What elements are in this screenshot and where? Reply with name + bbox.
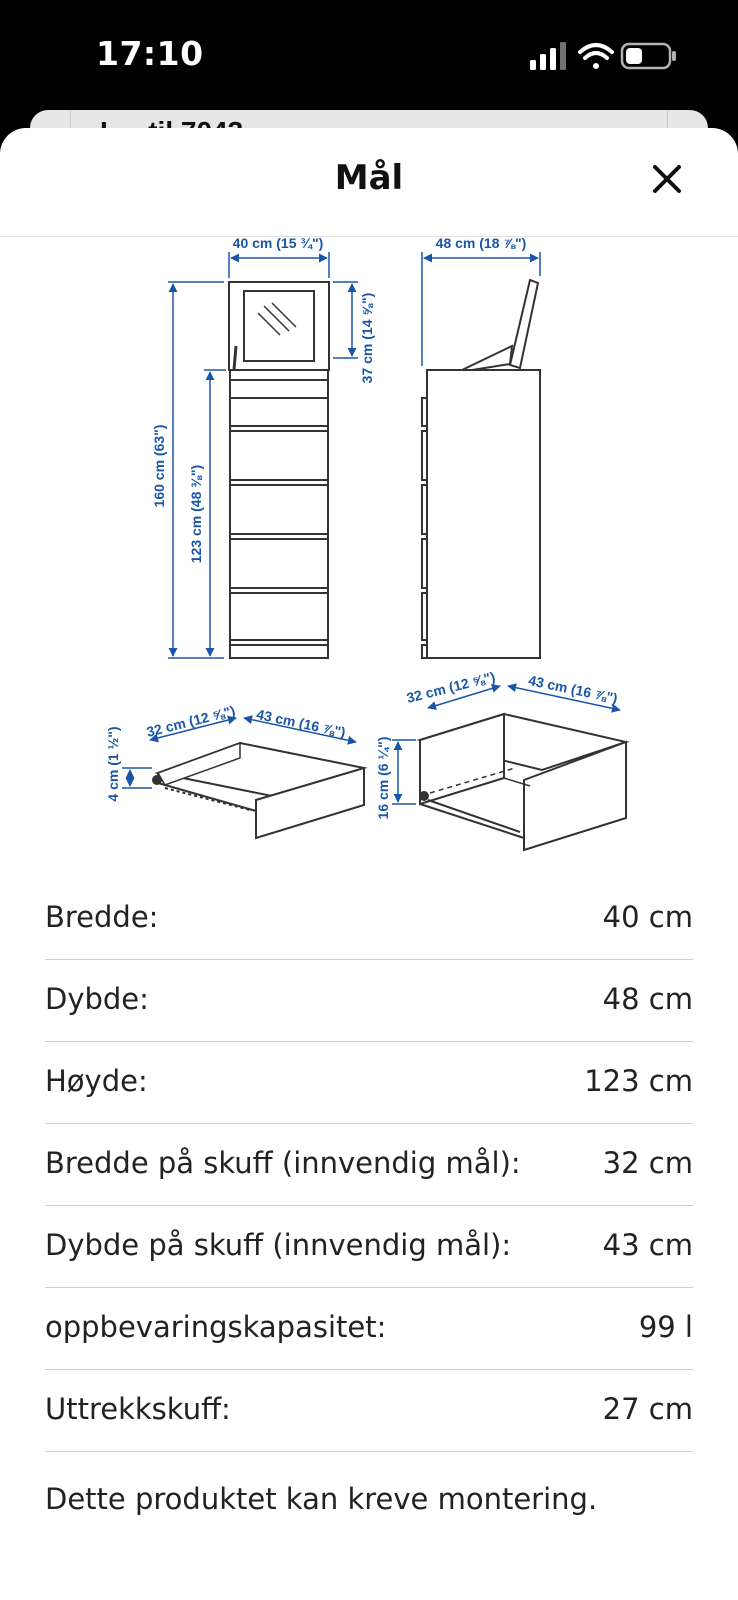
- battery-icon: [622, 44, 676, 68]
- row-label: Høyde:: [45, 1064, 148, 1098]
- large-drawer-depth-label: 43 cm (16 ⅞"): [527, 671, 620, 707]
- cabinet-height-dimension: [204, 370, 226, 656]
- sheet-title: Mål: [334, 158, 404, 198]
- row-label: oppbevaringskapasitet:: [45, 1310, 387, 1344]
- front-width-label: 40 cm (15 ¾"): [232, 236, 324, 251]
- mirror-height-label: 37 cm (14 ⅝"): [359, 292, 375, 384]
- wifi-icon: [580, 45, 612, 69]
- sheet-header: [0, 128, 738, 237]
- small-drawer-depth-label: 43 cm (16 ⅞"): [255, 705, 348, 741]
- row-label: Dybde på skuff (innvendig mål):: [45, 1228, 512, 1262]
- dimension-row-drawer-width: [45, 1124, 693, 1206]
- row-label: Bredde:: [45, 900, 159, 934]
- small-drawer: [153, 743, 364, 838]
- dimension-row-depth: [45, 960, 693, 1042]
- front-view: [229, 282, 329, 658]
- assembly-note: Dette produktet kan kreve montering.: [45, 1482, 598, 1516]
- small-drawer-width-label: 32 cm (12 ⅝"): [144, 702, 237, 740]
- dimensions-sheet: [0, 128, 738, 1600]
- dimension-row-width: [45, 878, 693, 960]
- large-drawer-width-label: 32 cm (12 ⅝"): [404, 668, 497, 706]
- status-icons: [530, 40, 680, 72]
- status-bar: [0, 0, 738, 110]
- row-value: 40 cm: [602, 900, 693, 934]
- dimension-row-drawer-depth: [45, 1206, 693, 1288]
- cabinet-height-label: 123 cm (48 ⅜"): [188, 464, 204, 564]
- small-drawer-height-label: 4 cm (1 ½"): [105, 726, 121, 802]
- row-value: 99 l: [638, 1310, 693, 1344]
- row-label: Dybde:: [45, 982, 149, 1016]
- row-label: Uttrekkskuff:: [45, 1392, 231, 1426]
- close-icon: [655, 167, 679, 191]
- dimension-row-drawer-extension: [45, 1370, 693, 1452]
- mirror-height-dimension: [333, 282, 358, 358]
- front-width-dimension: [229, 252, 329, 278]
- side-view: [422, 280, 540, 658]
- row-value: 123 cm: [584, 1064, 693, 1098]
- side-depth-label: 48 cm (18 ⅞"): [435, 236, 527, 251]
- status-time: 17:10: [96, 34, 204, 73]
- total-height-label: 160 cm (63"): [151, 424, 167, 508]
- row-value: 43 cm: [602, 1228, 693, 1262]
- large-drawer-height-label: 16 cm (6 ¼"): [375, 736, 391, 820]
- dimension-row-capacity: [45, 1288, 693, 1370]
- row-label: Bredde på skuff (innvendig mål):: [45, 1146, 521, 1180]
- row-value: 32 cm: [602, 1146, 693, 1180]
- dimension-row-height: [45, 1042, 693, 1124]
- row-value: 48 cm: [602, 982, 693, 1016]
- signal-icon: [530, 42, 566, 70]
- dimension-list: [45, 878, 693, 1452]
- close-button[interactable]: [646, 158, 688, 200]
- large-drawer: [420, 714, 626, 850]
- row-value: 27 cm: [602, 1392, 693, 1426]
